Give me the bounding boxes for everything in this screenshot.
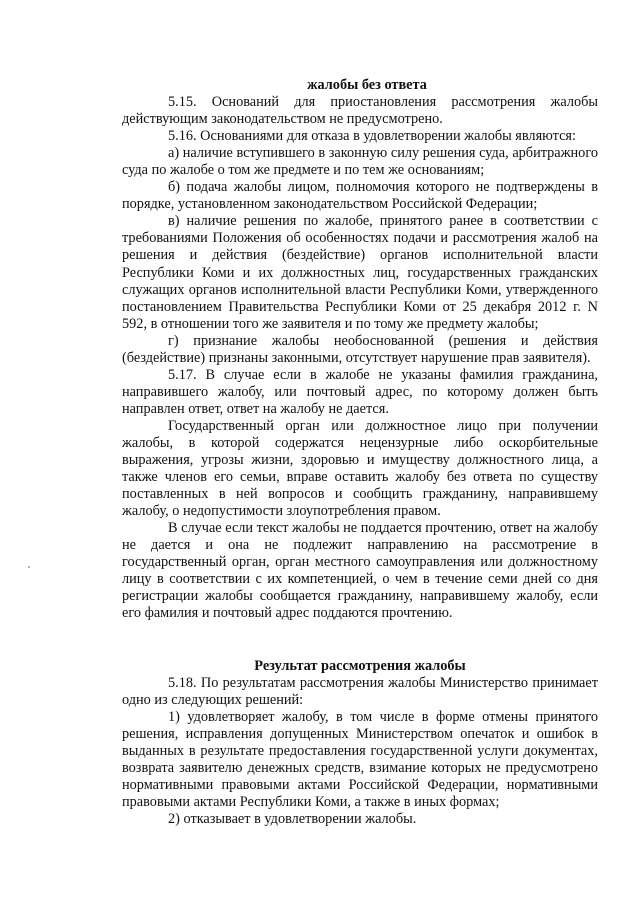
paragraph-5-17: 5.17. В случае если в жалобе не указаны фамилия гражданина, направившего жалобу, или почтовый адрес, по которому должен быть направлен ответ, ответ на жалобу не дается.: [122, 366, 598, 417]
decision-item-2: 2) отказывает в удовлетворении жалобы.: [168, 810, 417, 827]
list-item-v: в) наличие решения по жалобе, принятого ранее в соответствии с требованиями Положения об особенностях подачи и рассмотрения жалоб на решения и действия (бездействие) органов исполнительной власти Республики Коми и их должностных лиц, государственных гражданских служащих органов исполнительной власти Республики Коми, утвержденного постановлением Правительства Республики Коми от 25 декабря 2012 г. N 592, в отношении того же заявителя и по тому же предмету жалобы;: [122, 213, 598, 332]
list-item-a: а) наличие вступившего в законную силу решения суда, арбитражного суда по жалобе о том же предмете и по тем же основаниям;: [122, 145, 598, 179]
decision-item-1: 1) удовлетворяет жалобу, в том числе в форме отмены принятого решения, исправления допущенных Министерством опечаток и ошибок в выданных в результате предоставления государственной услуги документах, возврата заявителю денежных средств, взимание которых не предусмотрено нормативными правовыми актами Российской Федерации, нормативными правовыми актами Республики Коми, а также в иных формах;: [122, 708, 598, 810]
scan-speck: [28, 566, 30, 568]
list-item-b: б) подача жалобы лицом, полномочия которого не подтверждены в порядке, установленном законодательством Российской Федерации;: [122, 179, 598, 213]
section-heading-result: Результат рассмотрения жалобы: [254, 657, 466, 674]
paragraph-unreadable-text: В случае если текст жалобы не поддается прочтению, ответ на жалобу не дается и она не подлежит направлению на рассмотрение в государственный орган, орган местного самоуправления или должностному лицу в соответствии с их компетенцией, о чем в течение семи дней со дня регистрации жалобы сообщается гражданину, направившему жалобу, если его фамилия и почтовый адрес поддаются прочтению.: [122, 520, 598, 622]
section-heading-no-answer: жалобы без ответа: [307, 77, 427, 93]
list-item-g: г) признание жалобы необоснованной (решения и действия (бездействие) признаны законными, отсутствует нарушение прав заявителя).: [122, 332, 598, 366]
paragraph-5-15: 5.15. Оснований для приостановления рассмотрения жалобы действующим законодательством не предусмотрено.: [122, 94, 598, 128]
paragraph-obscene-content: Государственный орган или должностное лицо при получении жалобы, в которой содержатся нецензурные либо оскорбительные выражения, угрозы жизни, здоровью и имуществу должностного лица, а также членов его семьи, вправе оставить жалобу без ответа по существу поставленных в ней вопросов и сообщить гражданину, направившему жалобу, о недопустимости злоупотребления правом.: [122, 417, 598, 520]
paragraph-5-18: 5.18. По результатам рассмотрения жалобы Министерство принимает одно из следующих решений:: [122, 674, 598, 708]
paragraph-5-16: 5.16. Основаниями для отказа в удовлетворении жалобы являются:: [168, 128, 576, 145]
